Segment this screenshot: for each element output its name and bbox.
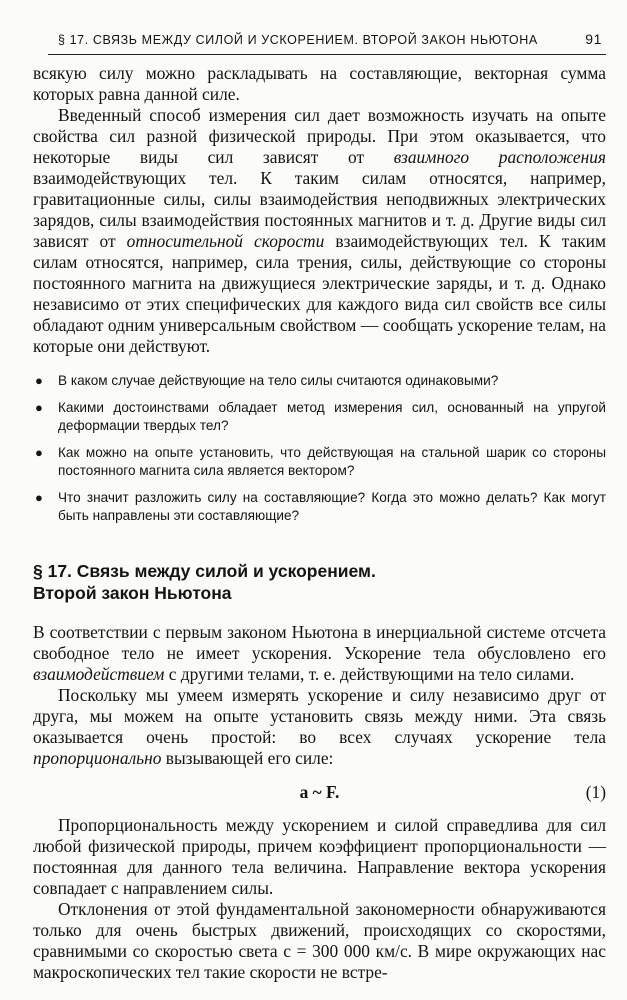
text-run: с другими телами, т. е. действующими на тело силами. [164,664,575,684]
intro-paragraph-1: всякую силу можно раскладывать на составляющие, векторная сумма которых равна данной силе. [33,63,606,104]
emphasis-text: взаимодействием [33,664,165,684]
section-paragraph-2 [33,685,606,769]
formula-number: (1) [585,782,606,802]
question-item [33,489,606,526]
intro-text [33,63,606,357]
text-run: Поскольку мы умеем измерять ускорение и силу независимо друг от друга, мы можем на опыте установить связь между ними. Эта связь оказывается очень простой: во всех случаях ускорение тела [33,685,606,747]
formula: a ~ F. [299,782,340,802]
section-heading [33,560,593,604]
header-title: § 17. СВЯЗЬ МЕЖДУ СИЛОЙ И УСКОРЕНИЕМ. ВТОРОЙ ЗАКОН НЬЮТОНА [58,33,538,47]
bullet-icon: ● [35,444,43,460]
page-number: 91 [585,31,602,47]
question-text: Как можно на опыте установить, что действующая на стальной шарик со стороны постоянного магнита сила является вектором? [58,444,606,478]
bullet-icon: ● [35,489,43,505]
question-text: Что значит разложить силу на составляющие? Когда это можно делать? Как могут быть направлены эти составляющие? [58,489,606,523]
question-item [33,372,606,391]
question-text: Какими достоинствами обладает метод измерения сил, основанный на упругой деформации твердых тел? [58,399,606,433]
emphasis-text: пропорционально [33,748,162,768]
section-heading-line-2: Второй закон Ньютона [33,583,232,603]
section-paragraph-4: Отклонения от этой фундаментальной закономерности обнаруживаются только для очень быстрых движений, происходящих со скоростями, сравнимыми со скоростью света c = 300 000 км/с. В мире окружающих нас макроскопических тел такие скорости не встре- [33,899,606,982]
bullet-icon: ● [35,373,43,388]
question-item [33,399,606,436]
section-paragraph-1 [33,622,606,685]
text-run: вызывающей его силе: [161,748,334,768]
emphasis-text: относительной скорости [126,231,325,251]
section-heading-line-1: § 17. Связь между силой и ускорением. [33,561,376,581]
formula-block [33,769,606,815]
bullet-icon: ● [35,399,43,415]
text-run: Введенный способ измерения сил дает возможность изучать на опыте свойства сил разной физической природы. При этом оказывается, что некоторые виды сил зависят от [33,105,606,167]
running-header [48,30,606,55]
text-run: В соответствии с первым законом Ньютона в инерциальной системе отсчета свободное тело не имеет ускорения. Ускорение тела обусловлено его [33,622,606,663]
text-run: взаимодействующих тел. К таким силам относятся, например, гравитационные силы, силы взаимодействия неподвижных электрических зарядов, силы взаимодействия постоянных магнитов и т. д. Другие виды сил зависят от [33,168,606,251]
section-text [33,622,606,983]
intro-paragraph-2 [33,105,606,357]
text-run: взаимодействующих тел. К таким силам относятся, например, сила трения, силы, действующие со стороны постоянного магнита на движущиеся электрические заряды, и т. д. Однако независимо от этих специфических для каждого вида сил свойств все силы обладают одним универсальным свойством — сообщать ускорение телам, на которые они действуют. [33,231,606,356]
question-item [33,444,606,481]
question-text: В каком случае действующие на тело силы считаются одинаковыми? [58,373,499,388]
section-paragraph-3: Пропорциональность между ускорением и силой справедлива для сил любой физической природы, причем коэффициент пропорциональности — постоянная для данного тела величина. Направление вектора ускорения совпадает с направлением силы. [33,815,606,898]
emphasis-text: взаимного расположения [393,147,606,167]
review-questions [33,372,606,534]
